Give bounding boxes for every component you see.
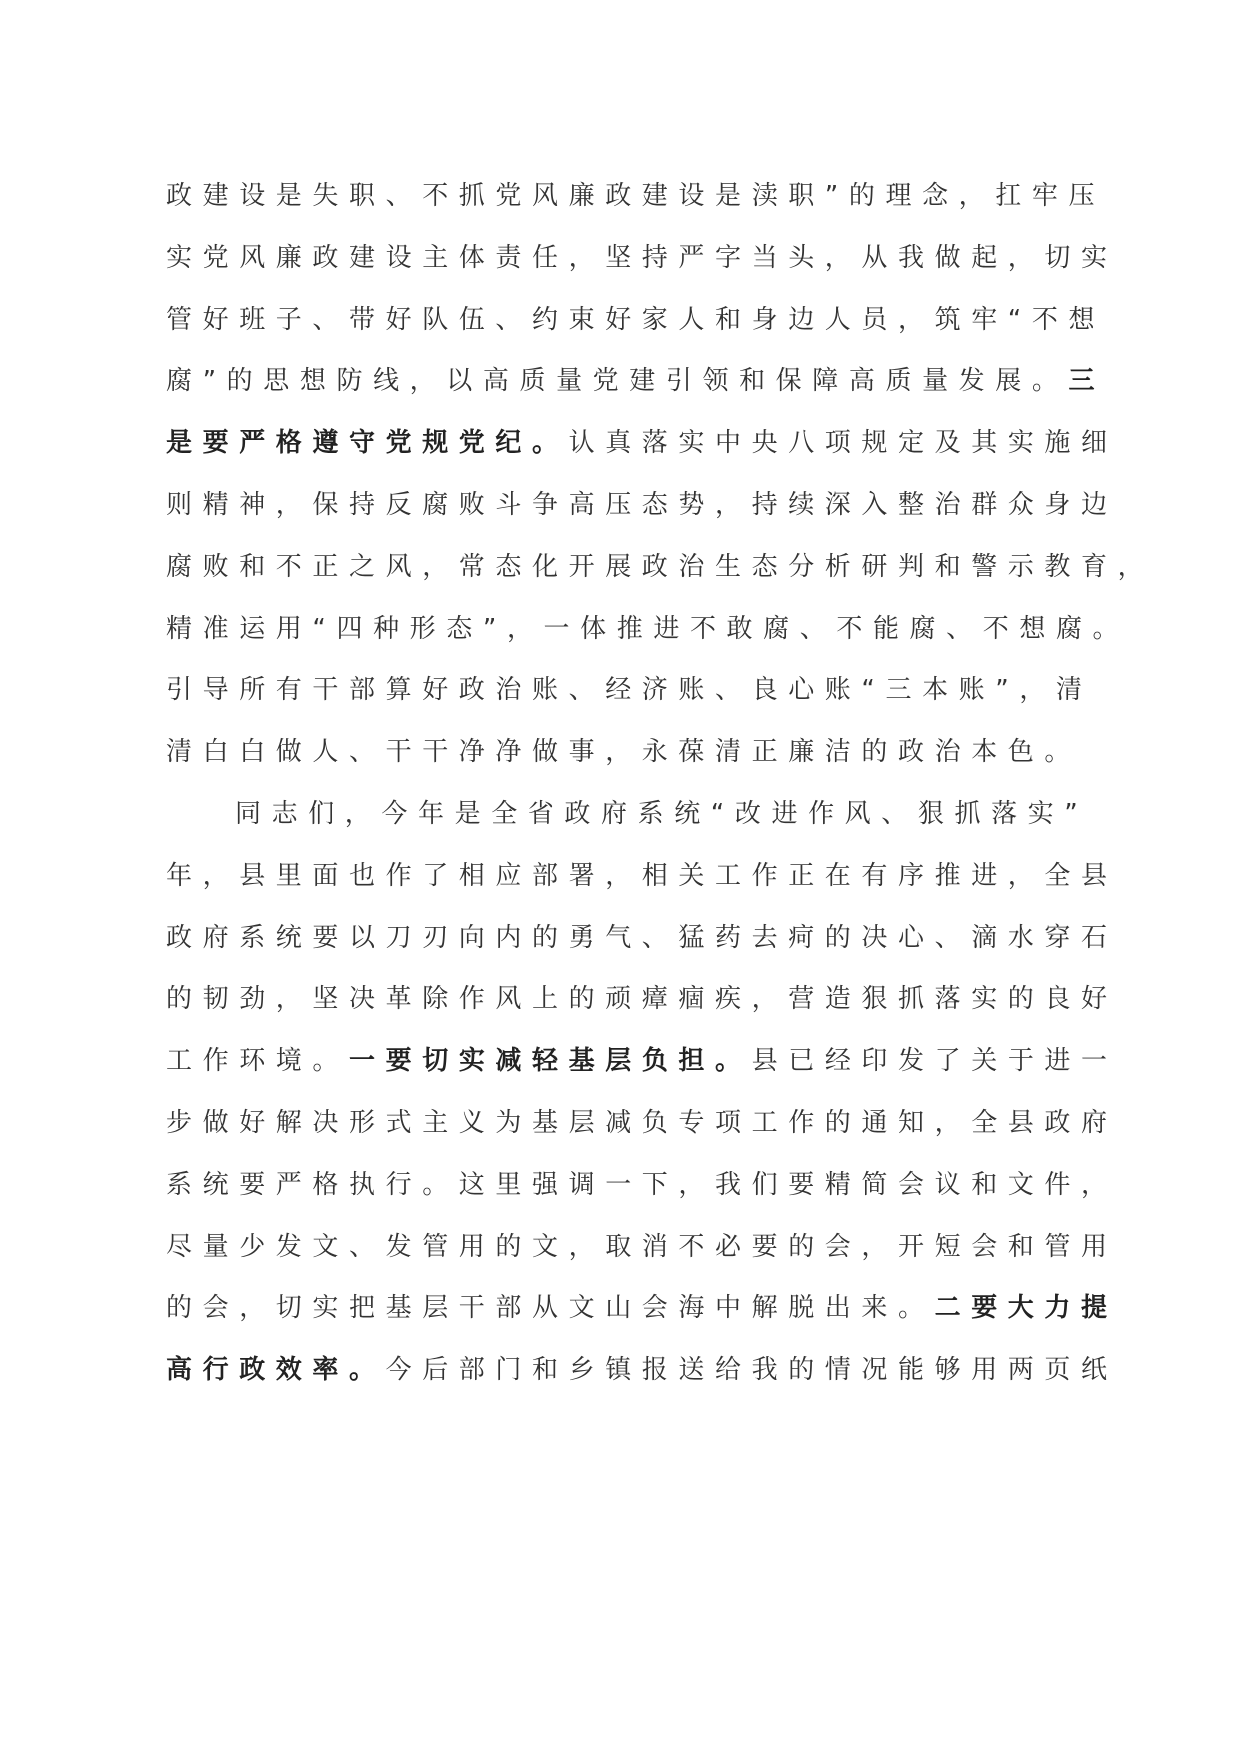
- body-text-segment: 尽量少发文、发管用的文，取消不必要的会，开短会和管用: [166, 1232, 1118, 1262]
- text-line: [166, 423, 1118, 463]
- body-text-segment: 政府系统要以刀刃向内的勇气、猛药去疴的决心、滴水穿石: [166, 923, 1118, 953]
- bold-heading-text: 二要大力提: [934, 1293, 1118, 1323]
- text-line: [166, 547, 1154, 587]
- text-line: [166, 1165, 1118, 1205]
- text-line: [166, 732, 1081, 772]
- body-text-segment: 的韧劲，坚决革除作风上的顽瘴痼疾，营造狠抓落实的良好: [166, 984, 1118, 1014]
- body-text-segment: 引导所有干部算好政治账、经济账、良心账“三本账”，清: [166, 675, 1093, 705]
- body-text-segment: 实党风廉政建设主体责任，坚持严字当头，从我做起，切实: [166, 243, 1118, 273]
- bold-heading-text: 一要切实减轻基层负担。: [349, 1046, 752, 1076]
- body-text-segment: 管好班子、带好队伍、约束好家人和身边人员，筑牢“不想: [166, 305, 1106, 335]
- body-text-segment: 今后部门和乡镇报送给我的情况能够用两页纸: [385, 1355, 1118, 1385]
- text-line: [166, 238, 1118, 278]
- body-text-segment: 腐败和不正之风，常态化开展政治生态分析研判和警示教育，: [166, 552, 1155, 582]
- text-line: [166, 918, 1118, 958]
- body-text-segment: 同志们，今年是全省政府系统“改进作风、狠抓落实”: [235, 799, 1089, 829]
- body-text-segment: 年，县里面也作了相应部署，相关工作正在有序推进，全县: [166, 861, 1118, 891]
- body-text-segment: 政建设是失职、不抓党风廉政建设是渎职”的理念，扛牢压: [166, 181, 1106, 211]
- text-line: [166, 300, 1105, 340]
- body-text-segment: 则精神，保持反腐败斗争高压态势，持续深入整治群众身边: [166, 490, 1118, 520]
- text-line: [166, 361, 1105, 401]
- body-text-segment: 县已经印发了关于进一: [751, 1046, 1118, 1076]
- body-text-segment: 步做好解决形式主义为基层减负专项工作的通知，全县政府: [166, 1108, 1118, 1138]
- body-text-segment: 精准运用“四种形态”，一体推进不敢腐、不能腐、不想腐。: [166, 614, 1130, 644]
- body-text-segment: 系统要严格执行。这里强调一下，我们要精简会议和文件，: [166, 1170, 1118, 1200]
- text-line: [166, 856, 1118, 896]
- text-line: [166, 485, 1118, 525]
- body-text-segment: 认真落实中央八项规定及其实施细: [568, 428, 1118, 458]
- body-text-segment: 腐”的思想防线，以高质量党建引领和保障高质量发展。: [166, 366, 1069, 396]
- text-line: [166, 609, 1129, 649]
- text-line: [166, 979, 1118, 1019]
- body-text-segment: 工作环境。: [166, 1046, 350, 1076]
- bold-heading-text: 是要严格遵守党规党纪。: [166, 428, 569, 458]
- text-line: [166, 1288, 1118, 1328]
- text-line: [166, 176, 1105, 216]
- body-text-segment: 的会，切实把基层干部从文山会海中解脱出来。: [166, 1293, 935, 1323]
- paragraph-first-line: [235, 794, 1088, 834]
- text-line: [166, 1227, 1118, 1267]
- text-line: [166, 1350, 1118, 1390]
- bold-heading-text: 高行政效率。: [166, 1355, 386, 1385]
- body-text-segment: 清白白做人、干干净净做事，永葆清正廉洁的政治本色。: [166, 737, 1082, 767]
- bold-heading-text: 三: [1068, 366, 1106, 396]
- text-line: [166, 1103, 1118, 1143]
- text-line: [166, 670, 1093, 710]
- text-line: [166, 1041, 1118, 1081]
